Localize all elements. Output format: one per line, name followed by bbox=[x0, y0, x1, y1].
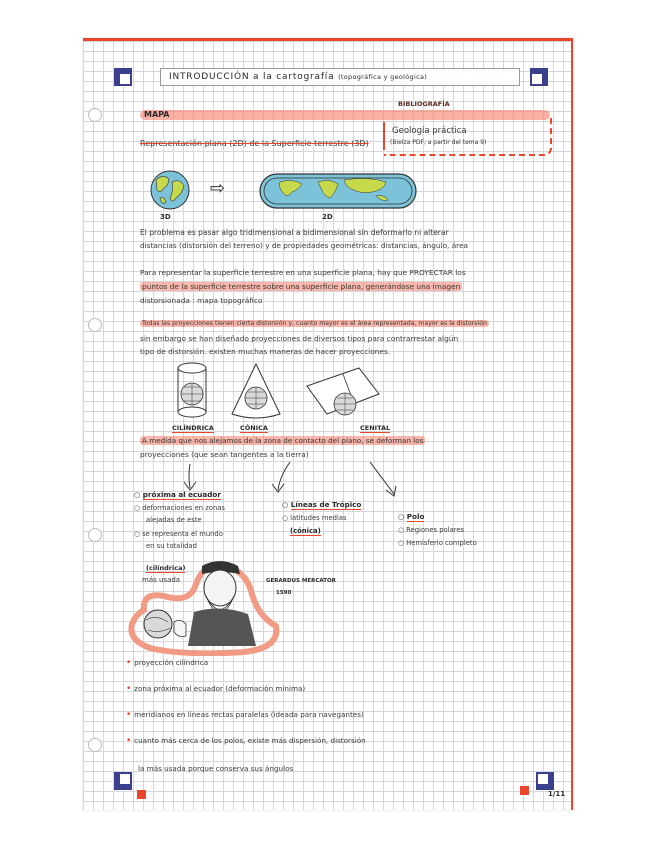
map-definition bbox=[140, 139, 369, 148]
bibliography-heading: BIBLIOGRAFÍA bbox=[398, 100, 450, 108]
mercator-year: 1590 bbox=[276, 590, 292, 596]
corner-mark-icon bbox=[114, 772, 132, 790]
title-subtitle: (topográfica y geológica) bbox=[338, 73, 428, 81]
corner-mark-icon bbox=[530, 68, 548, 86]
mercator-most-used: más usada bbox=[142, 576, 181, 584]
list-item-text: cuanto más cerca de los polos, existe más dispersión, distorsión bbox=[134, 736, 366, 745]
mercator-name: GERARDUS MERCATOR bbox=[266, 578, 336, 584]
column-3-title: ○ Polo bbox=[398, 512, 425, 521]
column-3-title-text: Polo bbox=[406, 512, 425, 521]
projection-note-line-2: proyecciones (que sean tangentes a la tierra) bbox=[140, 450, 309, 459]
corner-square-icon bbox=[520, 786, 529, 795]
mapa-heading: MAPA bbox=[144, 110, 170, 119]
bibliography-line2: (Bielza PDF, a partir del tema 9) bbox=[390, 139, 487, 146]
column-3-item-1-text: Regiones polares bbox=[406, 526, 465, 534]
cylindrical-projection-icon bbox=[170, 360, 214, 422]
column-2-tag: (cónica) bbox=[290, 527, 321, 535]
column-1-title-text: próxima al ecuador bbox=[142, 490, 221, 499]
list-item: • meridianos en líneas rectas paralelas (ideada para navegantes) bbox=[126, 710, 364, 720]
page-title bbox=[160, 68, 520, 86]
zenithal-projection-icon bbox=[305, 364, 381, 424]
paragraph-2-line-1: Para representar la superficie terrestre en una superficie plana, hay que PROYECTAR los bbox=[140, 268, 466, 277]
title-text: INTRODUCCIÓN a la cartografía bbox=[169, 72, 335, 82]
binder-hole bbox=[88, 528, 102, 542]
list-item: • zona próxima al ecuador (deformación mínima) bbox=[126, 684, 306, 694]
paragraph-3-line-1 bbox=[140, 320, 489, 327]
list-item-text: la más usada porque conserva sus ángulos bbox=[138, 764, 294, 773]
column-1-item-2-text: se representa el mundo bbox=[142, 530, 223, 538]
bibliography-divider bbox=[383, 122, 385, 150]
column-1-item-1b: alejadas de este bbox=[146, 516, 202, 524]
column-1-item-2b: en su totalidad bbox=[146, 542, 197, 550]
paragraph-3-line-2: sin embargo se han diseñado proyecciones de diversos tipos para contrarrestar algún bbox=[140, 334, 459, 343]
paragraph-3-line-1-text: Todas las proyecciones tienen cierta distorsión y, cuanto mayor es el área representada, mayor es la distorsión bbox=[142, 320, 487, 327]
column-1-item-2: ○ se representa el mundo bbox=[134, 530, 223, 538]
bibliography-line1: Geología práctica bbox=[392, 126, 467, 136]
arrow-icon: ⇨ bbox=[210, 178, 226, 199]
label-3d: 3D bbox=[160, 213, 171, 221]
column-2-item-1: ○ latitudes medias bbox=[282, 514, 347, 522]
projection-note-line-1-text: A medida que nos alejamos de la zona de contacto del plano, se deforman los bbox=[142, 436, 424, 445]
conical-projection-icon bbox=[228, 362, 284, 422]
binder-hole bbox=[88, 108, 102, 122]
paragraph-1-line-2: distancias (distorsión del terreno) y de propiedades geométricas: distancias, ángulo, área bbox=[140, 241, 468, 250]
corner-mark-icon bbox=[114, 68, 132, 86]
binder-hole bbox=[88, 318, 102, 332]
paragraph-2-line-2-text: puntos de la superficie terrestre sobre una superficie plana, generándose una imagen bbox=[142, 282, 461, 291]
globe-3d-icon bbox=[148, 168, 192, 214]
projection-label-zenithal: CENITAL bbox=[360, 424, 391, 432]
column-1-item-1-text: deformaciones en zonas bbox=[142, 504, 225, 512]
corner-square-icon bbox=[137, 790, 146, 799]
corner-mark-icon bbox=[536, 772, 554, 790]
list-item-text: proyección cilíndrica bbox=[134, 658, 209, 667]
list-item-text: zona próxima al ecuador (deformación mínima) bbox=[134, 684, 306, 693]
paragraph-1-line-1: El problema es pasar algo tridimensional a bidimensional sin deformarlo ni alterar bbox=[140, 228, 449, 237]
column-2-item-1-text: latitudes medias bbox=[290, 514, 347, 522]
projection-label-conical: CÓNICA bbox=[240, 424, 268, 432]
projection-label-cylindrical: CILÍNDRICA bbox=[172, 424, 214, 432]
column-3-item-2: ○ Hemisferio completo bbox=[398, 539, 477, 547]
mercator-tag: (cilíndrica) bbox=[146, 564, 186, 572]
projection-note-line-1 bbox=[140, 436, 425, 445]
bibliography-box bbox=[384, 116, 552, 156]
page-number: 1/11 bbox=[548, 790, 566, 798]
list-item-text: meridianos en líneas rectas paralelas (ideada para navegantes) bbox=[134, 710, 364, 719]
paragraph-2-line-3: distorsionada : mapa topográfico bbox=[140, 296, 263, 305]
column-2-title: ○ Líneas de Trópico bbox=[282, 500, 362, 509]
column-1-title: ○ próxima al ecuador bbox=[134, 490, 221, 499]
paragraph-2-line-2 bbox=[140, 282, 462, 291]
paragraph-3-line-3: tipo de distorsión. existen muchas maneras de hacer proyecciones. bbox=[140, 347, 391, 356]
list-item bbox=[138, 764, 293, 773]
world-map-2d-icon bbox=[258, 170, 418, 212]
column-3-item-1: ○ Regiones polares bbox=[398, 526, 465, 534]
label-2d: 2D bbox=[322, 213, 333, 221]
map-definition-text: Representación plana (2D) de la Superficie terrestre (3D) bbox=[140, 139, 369, 148]
binder-hole bbox=[88, 738, 102, 752]
list-item: • proyección cilíndrica bbox=[126, 658, 209, 668]
column-2-title-text: Líneas de Trópico bbox=[290, 500, 362, 509]
list-item: • cuanto más cerca de los polos, existe más dispersión, distorsión bbox=[126, 736, 366, 746]
column-3-item-2-text: Hemisferio completo bbox=[406, 539, 477, 547]
column-1-item-1: ○ deformaciones en zonas bbox=[134, 504, 225, 512]
